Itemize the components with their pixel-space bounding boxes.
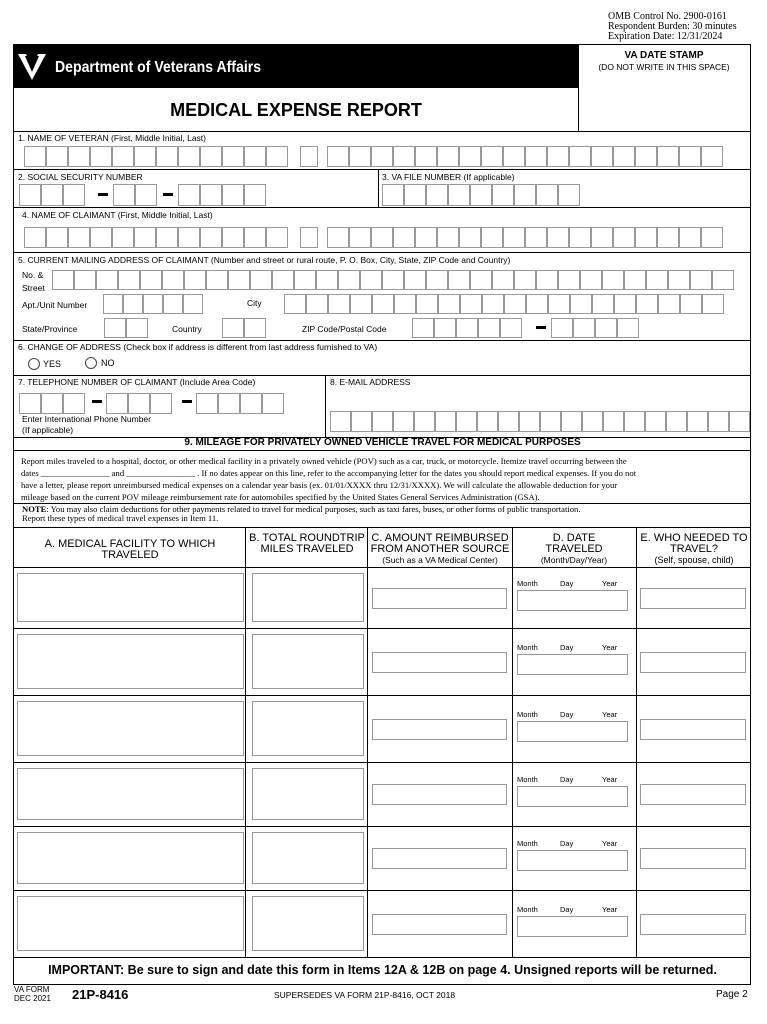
mileage-instructions: [21, 455, 747, 503]
char-box[interactable]: [284, 294, 306, 314]
who-input[interactable]: [640, 719, 746, 740]
char-box[interactable]: [244, 227, 266, 248]
date-input[interactable]: [517, 786, 628, 807]
date-input[interactable]: [517, 916, 628, 937]
char-box[interactable]: [222, 146, 244, 167]
char-box[interactable]: [701, 146, 723, 167]
char-box[interactable]: [63, 393, 85, 414]
char-box[interactable]: [393, 411, 414, 432]
char-box[interactable]: [222, 318, 244, 338]
char-box[interactable]: [536, 270, 558, 290]
char-box[interactable]: [415, 146, 437, 167]
char-box[interactable]: [573, 318, 595, 338]
char-box[interactable]: [646, 270, 668, 290]
char-box[interactable]: [24, 146, 46, 167]
char-box[interactable]: [426, 270, 448, 290]
date-year-label: Year: [602, 710, 618, 719]
date-day-label: Day: [560, 579, 574, 588]
label-country: Country: [172, 324, 202, 334]
char-box[interactable]: [272, 270, 294, 290]
char-box[interactable]: [460, 294, 482, 314]
char-box[interactable]: [603, 411, 624, 432]
date-day-label: Day: [560, 710, 574, 719]
omb-burden: Respondent Burden: 30 minutes: [608, 21, 737, 32]
label-name-claimant: 4. NAME OF CLAIMANT (First, Middle Initial, Last): [22, 210, 213, 220]
char-box[interactable]: [701, 227, 723, 248]
char-box[interactable]: [591, 227, 613, 248]
char-box[interactable]: [156, 227, 178, 248]
char-box[interactable]: [134, 146, 156, 167]
char-box[interactable]: [540, 411, 561, 432]
char-box[interactable]: [338, 270, 360, 290]
date-day-label: Day: [560, 775, 574, 784]
label-intl-phone-1: Enter International Phone Number: [22, 414, 151, 424]
char-box[interactable]: [266, 227, 288, 248]
char-box[interactable]: [482, 294, 504, 314]
label-ssn: 2. SOCIAL SECURITY NUMBER: [18, 172, 143, 182]
mileage-title: 9. MILEAGE FOR PRIVATELY OWNED VEHICLE TRAVEL FOR MEDICAL PURPOSES: [184, 437, 581, 448]
miles-input[interactable]: [252, 832, 364, 884]
char-box[interactable]: [525, 227, 547, 248]
char-box[interactable]: [206, 270, 228, 290]
char-box[interactable]: [19, 393, 41, 414]
char-box[interactable]: [558, 270, 580, 290]
date-stamp-note: (DO NOT WRITE IN THIS SPACE): [598, 62, 730, 72]
col-e-note: (Self, spouse, child): [654, 555, 734, 565]
char-box[interactable]: [372, 411, 393, 432]
char-box[interactable]: [244, 146, 266, 167]
mileage-note: [22, 505, 748, 523]
label-telephone: 7. TELEPHONE NUMBER OF CLAIMANT (Include Area Code): [18, 377, 256, 387]
miles-input[interactable]: [252, 768, 364, 820]
char-box[interactable]: [96, 270, 118, 290]
char-box[interactable]: [222, 227, 244, 248]
char-box[interactable]: [104, 318, 126, 338]
char-box[interactable]: [514, 270, 536, 290]
char-box[interactable]: [477, 411, 498, 432]
char-box[interactable]: [126, 318, 148, 338]
date-month-label: Month: [517, 643, 538, 652]
char-box[interactable]: [135, 184, 157, 206]
date-year-label: Year: [602, 579, 618, 588]
char-box[interactable]: [244, 184, 266, 206]
char-box[interactable]: [351, 411, 372, 432]
char-box[interactable]: [240, 393, 262, 414]
label-city: City: [247, 298, 262, 308]
note-text-2: Report these types of medical travel expenses in Item 11.: [22, 513, 219, 523]
char-box[interactable]: [90, 146, 112, 167]
amount-input[interactable]: [372, 914, 507, 935]
char-box[interactable]: [371, 146, 393, 167]
char-box[interactable]: [456, 318, 478, 338]
char-box[interactable]: [416, 294, 438, 314]
miles-input[interactable]: [252, 634, 364, 689]
date-input[interactable]: [517, 850, 628, 871]
char-box[interactable]: [328, 294, 350, 314]
agency-name: Department of Veterans Affairs: [55, 59, 262, 76]
date-year-label: Year: [602, 905, 618, 914]
who-input[interactable]: [640, 914, 746, 935]
date-month-label: Month: [517, 710, 538, 719]
char-box[interactable]: [613, 227, 635, 248]
char-box[interactable]: [635, 227, 657, 248]
important-notice: IMPORTANT: Be sure to sign and date this form in Items 12A & 12B on page 4. Unsigned reports will be returned.: [48, 963, 717, 977]
label-va-file: 3. VA FILE NUMBER (If applicable): [382, 172, 515, 182]
mileage-para-4: mileage based on the current POV mileage reimbursement rate for automobiles specified by the United States General Services Administration (GSA).: [21, 492, 540, 502]
form-title: MEDICAL EXPENSE REPORT: [170, 100, 422, 120]
date-year-label: Year: [602, 839, 618, 848]
char-box[interactable]: [74, 270, 96, 290]
char-box[interactable]: [666, 411, 687, 432]
amount-input[interactable]: [372, 784, 507, 805]
char-box[interactable]: [156, 146, 178, 167]
mileage-para-1: Report miles traveled to a hospital, doctor, or other medical facility in a privately owned vehicle (POV) such as a car, truck, or motorcycle. Itemize travel occurring between the: [21, 456, 627, 466]
char-box[interactable]: [514, 184, 536, 206]
char-box[interactable]: [481, 227, 503, 248]
char-box[interactable]: [150, 393, 172, 414]
char-box[interactable]: [434, 318, 456, 338]
char-box[interactable]: [382, 184, 404, 206]
char-box[interactable]: [645, 411, 666, 432]
char-box[interactable]: [162, 270, 184, 290]
who-input[interactable]: [640, 588, 746, 609]
char-box[interactable]: [595, 318, 617, 338]
char-box[interactable]: [262, 393, 284, 414]
char-box[interactable]: [636, 294, 658, 314]
char-box[interactable]: [46, 227, 68, 248]
date-year-label: Year: [602, 643, 618, 652]
char-box[interactable]: [106, 393, 128, 414]
char-box[interactable]: [178, 146, 200, 167]
char-box[interactable]: [327, 146, 349, 167]
note-text-1: : You may also claim deductions for other payments related to travel for medical purposes, such as taxi fares, buses, or other forms of public transportation.: [46, 504, 581, 514]
char-box[interactable]: [690, 270, 712, 290]
char-box[interactable]: [470, 270, 492, 290]
label-zip: ZIP Code/Postal Code: [302, 324, 387, 334]
char-box[interactable]: [52, 270, 74, 290]
char-box[interactable]: [382, 270, 404, 290]
char-box[interactable]: [90, 227, 112, 248]
char-box[interactable]: [536, 184, 558, 206]
va-form-label: VA FORM: [14, 985, 50, 994]
col-c-header: C. AMOUNT REIMBURSED FROM ANOTHER SOURCE: [370, 532, 510, 555]
char-box[interactable]: [478, 318, 500, 338]
col-d-header: D. DATE TRAVELED: [545, 532, 603, 555]
facility-input[interactable]: [17, 701, 244, 756]
char-box[interactable]: [525, 146, 547, 167]
date-input[interactable]: [517, 654, 628, 675]
char-box[interactable]: [558, 184, 580, 206]
char-box[interactable]: [658, 294, 680, 314]
char-box[interactable]: [582, 411, 603, 432]
char-box[interactable]: [437, 146, 459, 167]
char-box[interactable]: [561, 411, 582, 432]
char-box[interactable]: [196, 393, 218, 414]
col-b-header: B. TOTAL ROUNDTRIP MILES TRAVELED: [249, 532, 365, 555]
char-box[interactable]: [438, 294, 460, 314]
char-box[interactable]: [228, 270, 250, 290]
char-box[interactable]: [503, 227, 525, 248]
char-box[interactable]: [437, 227, 459, 248]
who-input[interactable]: [640, 652, 746, 673]
char-box[interactable]: [680, 294, 702, 314]
char-box[interactable]: [624, 270, 646, 290]
char-box[interactable]: [519, 411, 540, 432]
char-box[interactable]: [184, 270, 206, 290]
va-logo: [16, 50, 48, 82]
radio-no[interactable]: [85, 357, 97, 369]
char-box[interactable]: [412, 318, 434, 338]
page-number: Page 2: [716, 989, 748, 1000]
char-box[interactable]: [624, 411, 645, 432]
date-day-label: Day: [560, 643, 574, 652]
label-yes: YES: [43, 359, 62, 369]
char-box[interactable]: [547, 146, 569, 167]
char-box[interactable]: [300, 227, 318, 248]
char-box[interactable]: [350, 294, 372, 314]
char-box[interactable]: [103, 294, 123, 314]
char-box[interactable]: [349, 146, 371, 167]
char-box[interactable]: [448, 184, 470, 206]
omb-control: OMB Control No. 2900-0161: [608, 11, 727, 22]
date-month-label: Month: [517, 775, 538, 784]
facility-input[interactable]: [17, 573, 244, 622]
col-e-header: E. WHO NEEDED TO TRAVEL?: [640, 532, 748, 555]
char-box[interactable]: [371, 227, 393, 248]
char-box[interactable]: [415, 227, 437, 248]
char-box[interactable]: [19, 184, 41, 206]
omb-info: [608, 12, 737, 42]
char-box[interactable]: [414, 411, 435, 432]
char-box[interactable]: [394, 294, 416, 314]
supersedes: SUPERSEDES VA FORM 21P-8416, OCT 2018: [274, 990, 456, 1000]
char-box[interactable]: [68, 227, 90, 248]
note-label: NOTE: [22, 504, 47, 514]
date-month-label: Month: [517, 839, 538, 848]
label-intl-phone-2: (If applicable): [22, 425, 74, 435]
label-state: State/Province: [22, 324, 78, 334]
char-box[interactable]: [657, 146, 679, 167]
radio-yes[interactable]: [28, 358, 40, 370]
date-day-label: Day: [560, 905, 574, 914]
char-box[interactable]: [266, 146, 288, 167]
miles-input[interactable]: [252, 896, 364, 951]
mileage-para-3: have a letter, please report unreimbursed medical expenses on a calendar year basis (ex. 01/01/XXXX thru 12/31/XXXX). We will calculate the allowable deduction for your: [21, 480, 618, 490]
date-day-label: Day: [560, 839, 574, 848]
char-box[interactable]: [481, 146, 503, 167]
char-box[interactable]: [459, 227, 481, 248]
char-box[interactable]: [456, 411, 477, 432]
form-number: 21P-8416: [72, 987, 129, 1002]
date-month-label: Month: [517, 905, 538, 914]
char-box[interactable]: [327, 227, 349, 248]
label-address: 5. CURRENT MAILING ADDRESS OF CLAIMANT (Number and street or rural route, P. O. Box, City, State, ZIP Code and Country): [18, 255, 511, 265]
char-box[interactable]: [702, 294, 724, 314]
char-box[interactable]: [178, 184, 200, 206]
char-box[interactable]: [668, 270, 690, 290]
label-name-veteran: 1. NAME OF VETERAN (First, Middle Initial, Last): [18, 133, 206, 143]
char-box[interactable]: [330, 411, 351, 432]
char-box[interactable]: [41, 184, 63, 206]
char-box[interactable]: [591, 146, 613, 167]
label-email: 8. E-MAIL ADDRESS: [330, 377, 411, 387]
char-box[interactable]: [570, 294, 592, 314]
char-box[interactable]: [113, 184, 135, 206]
char-box[interactable]: [294, 270, 316, 290]
char-box[interactable]: [492, 184, 514, 206]
char-box[interactable]: [393, 227, 415, 248]
char-box[interactable]: [498, 411, 519, 432]
char-box[interactable]: [134, 227, 156, 248]
char-box[interactable]: [613, 146, 635, 167]
char-box[interactable]: [163, 294, 183, 314]
facility-input[interactable]: [17, 896, 244, 951]
char-box[interactable]: [580, 270, 602, 290]
char-box[interactable]: [679, 146, 701, 167]
omb-expiration: Expiration Date: 12/31/2024: [608, 31, 723, 42]
char-box[interactable]: [470, 184, 492, 206]
label-no-street-1: No. &: [22, 270, 44, 280]
char-box[interactable]: [306, 294, 328, 314]
label-no: NO: [101, 358, 115, 368]
char-box[interactable]: [393, 146, 415, 167]
char-box[interactable]: [372, 294, 394, 314]
char-box[interactable]: [712, 270, 734, 290]
date-stamp-title: VA DATE STAMP: [624, 50, 704, 61]
char-box[interactable]: [41, 393, 63, 414]
char-box[interactable]: [547, 227, 569, 248]
char-box[interactable]: [602, 270, 624, 290]
char-box[interactable]: [63, 184, 85, 206]
label-no-street-2: Street: [22, 283, 45, 293]
char-box[interactable]: [448, 270, 470, 290]
char-box[interactable]: [492, 270, 514, 290]
char-box[interactable]: [218, 393, 240, 414]
char-box[interactable]: [316, 270, 338, 290]
char-box[interactable]: [200, 227, 222, 248]
char-box[interactable]: [200, 184, 222, 206]
label-apt: Apt./Unit Number: [22, 300, 88, 310]
char-box[interactable]: [222, 184, 244, 206]
char-box[interactable]: [118, 270, 140, 290]
amount-input[interactable]: [372, 652, 507, 673]
char-box[interactable]: [687, 411, 708, 432]
mileage-para-2: dates ________________ and ________________ . If no dates appear on this line, refer to the accompanying letter for the dates you should report medical expenses. If you do not: [21, 468, 637, 478]
form-date: DEC 2021: [14, 994, 51, 1003]
char-box[interactable]: [548, 294, 570, 314]
char-box[interactable]: [526, 294, 548, 314]
date-input[interactable]: [517, 721, 628, 742]
char-box[interactable]: [200, 146, 222, 167]
char-box[interactable]: [503, 146, 525, 167]
date-month-label: Month: [517, 579, 538, 588]
char-box[interactable]: [500, 318, 522, 338]
char-box[interactable]: [128, 393, 150, 414]
char-box[interactable]: [435, 411, 456, 432]
col-c-note: (Such as a VA Medical Center): [382, 555, 498, 565]
facility-input[interactable]: [17, 832, 244, 884]
char-box[interactable]: [617, 318, 639, 338]
char-box[interactable]: [635, 146, 657, 167]
char-box[interactable]: [24, 227, 46, 248]
facility-input[interactable]: [17, 634, 244, 689]
char-box[interactable]: [300, 146, 318, 167]
char-box[interactable]: [569, 227, 591, 248]
char-box[interactable]: [657, 227, 679, 248]
char-box[interactable]: [729, 411, 750, 432]
char-box[interactable]: [551, 318, 573, 338]
amount-input[interactable]: [372, 719, 507, 740]
char-box[interactable]: [244, 318, 266, 338]
char-box[interactable]: [459, 146, 481, 167]
char-box[interactable]: [250, 270, 272, 290]
col-a-header: A. MEDICAL FACILITY TO WHICH TRAVELED: [44, 538, 216, 561]
char-box[interactable]: [349, 227, 371, 248]
date-input[interactable]: [517, 590, 628, 611]
char-box[interactable]: [178, 227, 200, 248]
char-box[interactable]: [592, 294, 614, 314]
date-year-label: Year: [602, 775, 618, 784]
facility-input[interactable]: [17, 768, 244, 820]
char-box[interactable]: [360, 270, 382, 290]
char-box[interactable]: [112, 146, 134, 167]
char-box[interactable]: [123, 294, 143, 314]
char-box[interactable]: [183, 294, 203, 314]
char-box[interactable]: [68, 146, 90, 167]
char-box[interactable]: [404, 184, 426, 206]
who-input[interactable]: [640, 848, 746, 869]
amount-input[interactable]: [372, 588, 507, 609]
miles-input[interactable]: [252, 573, 364, 622]
char-box[interactable]: [708, 411, 729, 432]
col-d-note: (Month/Day/Year): [540, 555, 608, 565]
amount-input[interactable]: [372, 848, 507, 869]
char-box[interactable]: [140, 270, 162, 290]
char-box[interactable]: [614, 294, 636, 314]
char-box[interactable]: [504, 294, 526, 314]
char-box[interactable]: [112, 227, 134, 248]
char-box[interactable]: [46, 146, 68, 167]
char-box[interactable]: [679, 227, 701, 248]
char-box[interactable]: [404, 270, 426, 290]
char-box[interactable]: [569, 146, 591, 167]
label-change-address: 6. CHANGE OF ADDRESS (Check box if address is different from last address furnished to VA): [18, 342, 378, 352]
char-box[interactable]: [143, 294, 163, 314]
miles-input[interactable]: [252, 701, 364, 756]
who-input[interactable]: [640, 784, 746, 805]
char-box[interactable]: [426, 184, 448, 206]
